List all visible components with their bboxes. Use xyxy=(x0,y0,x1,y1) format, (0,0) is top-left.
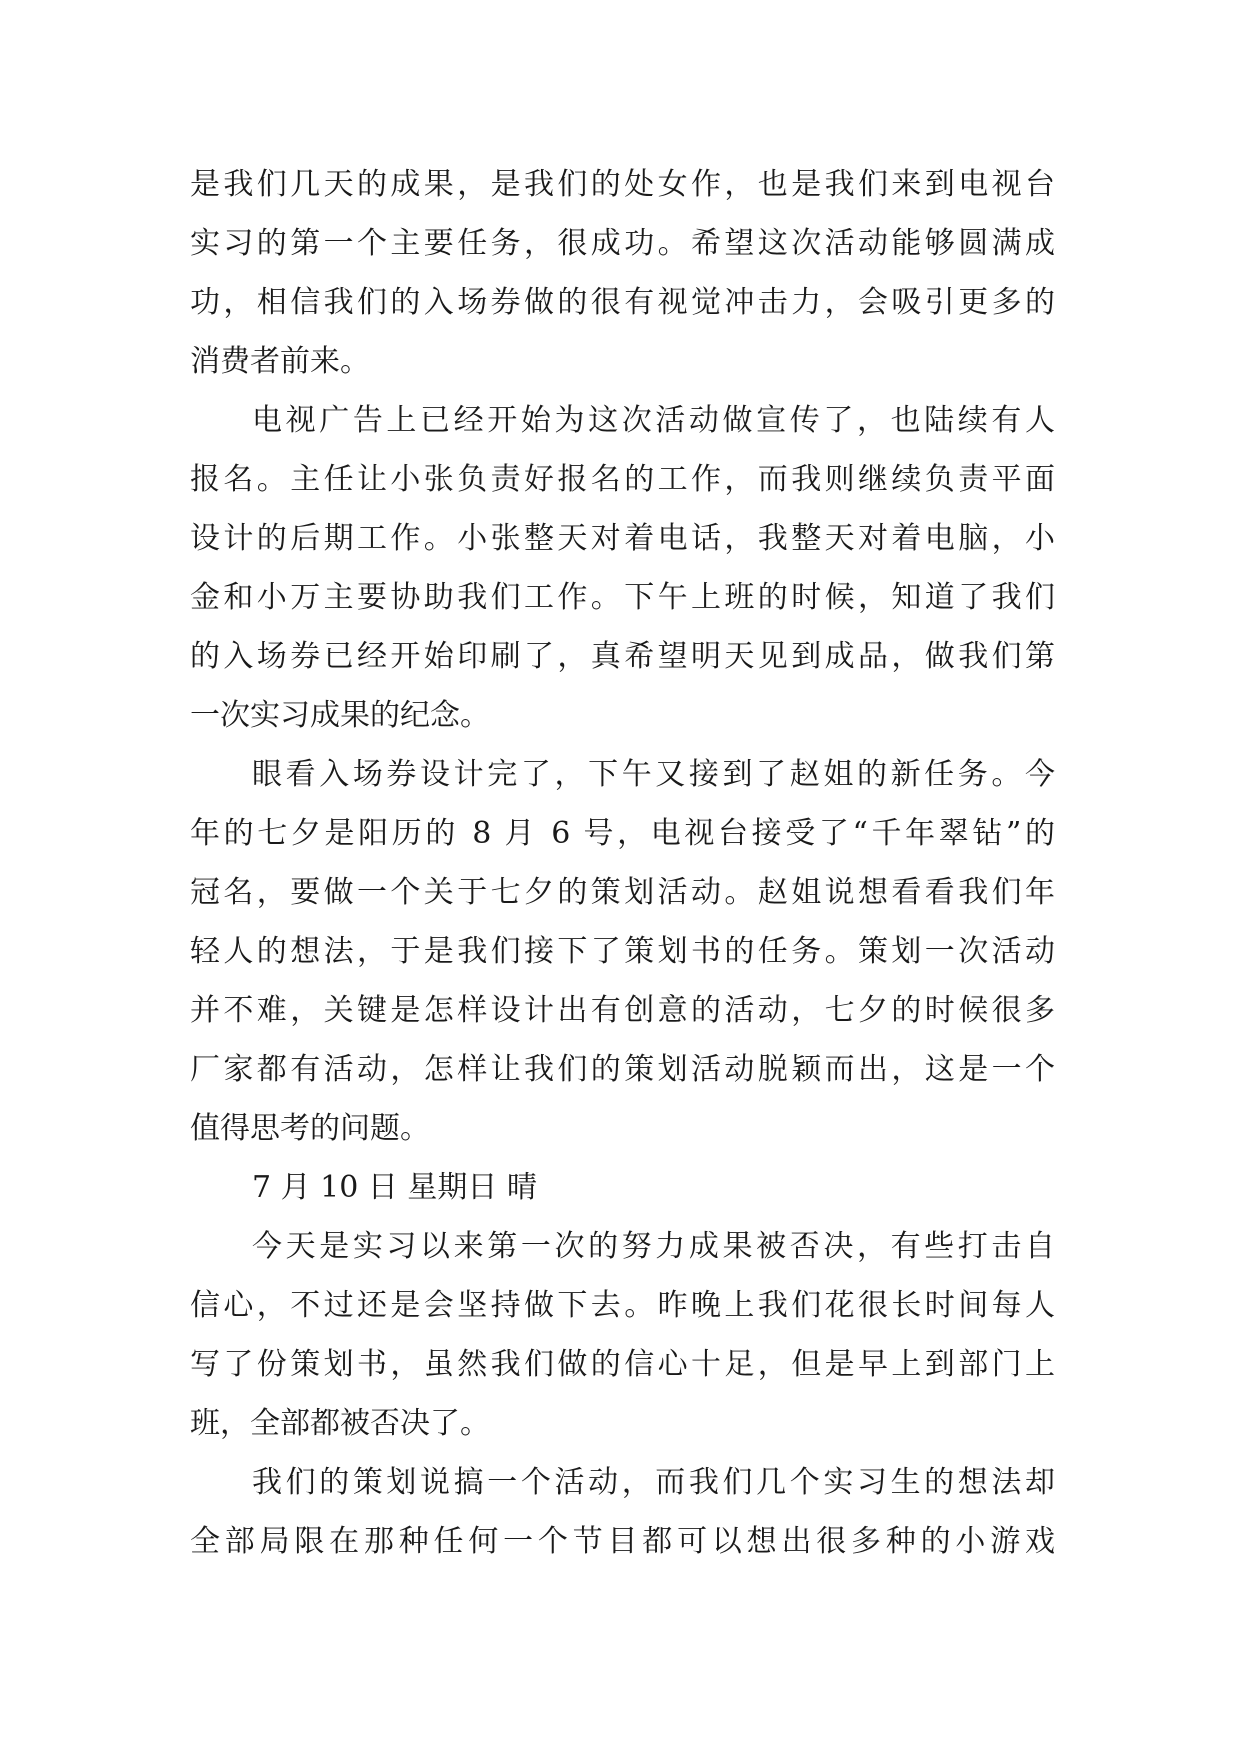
text-line: 的入场券已经开始印刷了，真希望明天见到成品，做我们第 xyxy=(190,639,1055,674)
text-line: 实习的第一个主要任务，很成功。希望这次活动能够圆满成 xyxy=(190,226,1055,261)
text-line: 我们的策划说搞一个活动，而我们几个实习生的想法却 xyxy=(252,1465,1055,1500)
text-line: 是我们几天的成果，是我们的处女作，也是我们来到电视台 xyxy=(190,167,1055,202)
text-line: 设计的后期工作。小张整天对着电话，我整天对着电脑，小 xyxy=(190,521,1055,556)
document-body xyxy=(190,155,1055,1571)
text-line: 信心，不过还是会坚持做下去。昨晚上我们花很长时间每人 xyxy=(190,1288,1055,1323)
text-line: 眼看入场券设计完了，下午又接到了赵姐的新任务。今 xyxy=(252,757,1055,792)
text-line: 并不难，关键是怎样设计出有创意的活动，七夕的时候很多 xyxy=(190,993,1055,1028)
text-line: 一次实习成果的纪念。 xyxy=(190,698,490,733)
text-line: 报名。主任让小张负责好报名的工作，而我则继续负责平面 xyxy=(190,462,1055,497)
text-line: 冠名，要做一个关于七夕的策划活动。赵姐说想看看我们年 xyxy=(190,875,1055,910)
text-line: 今天是实习以来第一次的努力成果被否决，有些打击自 xyxy=(252,1229,1055,1264)
text-line: 年的七夕是阳历的 8 月 6 号，电视台接受了“千年翠钻”的 xyxy=(190,816,1055,851)
text-line: 轻人的想法，于是我们接下了策划书的任务。策划一次活动 xyxy=(190,934,1055,969)
text-line: 值得思考的问题。 xyxy=(190,1111,430,1146)
text-line: 消费者前来。 xyxy=(190,344,370,379)
text-line: 全部局限在那种任何一个节目都可以想出很多种的小游戏 xyxy=(190,1524,1055,1559)
text-line: 厂家都有活动，怎样让我们的策划活动脱颖而出，这是一个 xyxy=(190,1052,1055,1087)
text-line: 电视广告上已经开始为这次活动做宣传了，也陆续有人 xyxy=(252,403,1055,438)
text-line: 功，相信我们的入场券做的很有视觉冲击力，会吸引更多的 xyxy=(190,285,1055,320)
date-heading: 7 月 10 日 星期日 晴 xyxy=(252,1170,537,1205)
text-line: 班，全部都被否决了。 xyxy=(190,1406,490,1441)
text-line: 金和小万主要协助我们工作。下午上班的时候，知道了我们 xyxy=(190,580,1055,615)
text-line: 写了份策划书，虽然我们做的信心十足，但是早上到部门上 xyxy=(190,1347,1055,1382)
